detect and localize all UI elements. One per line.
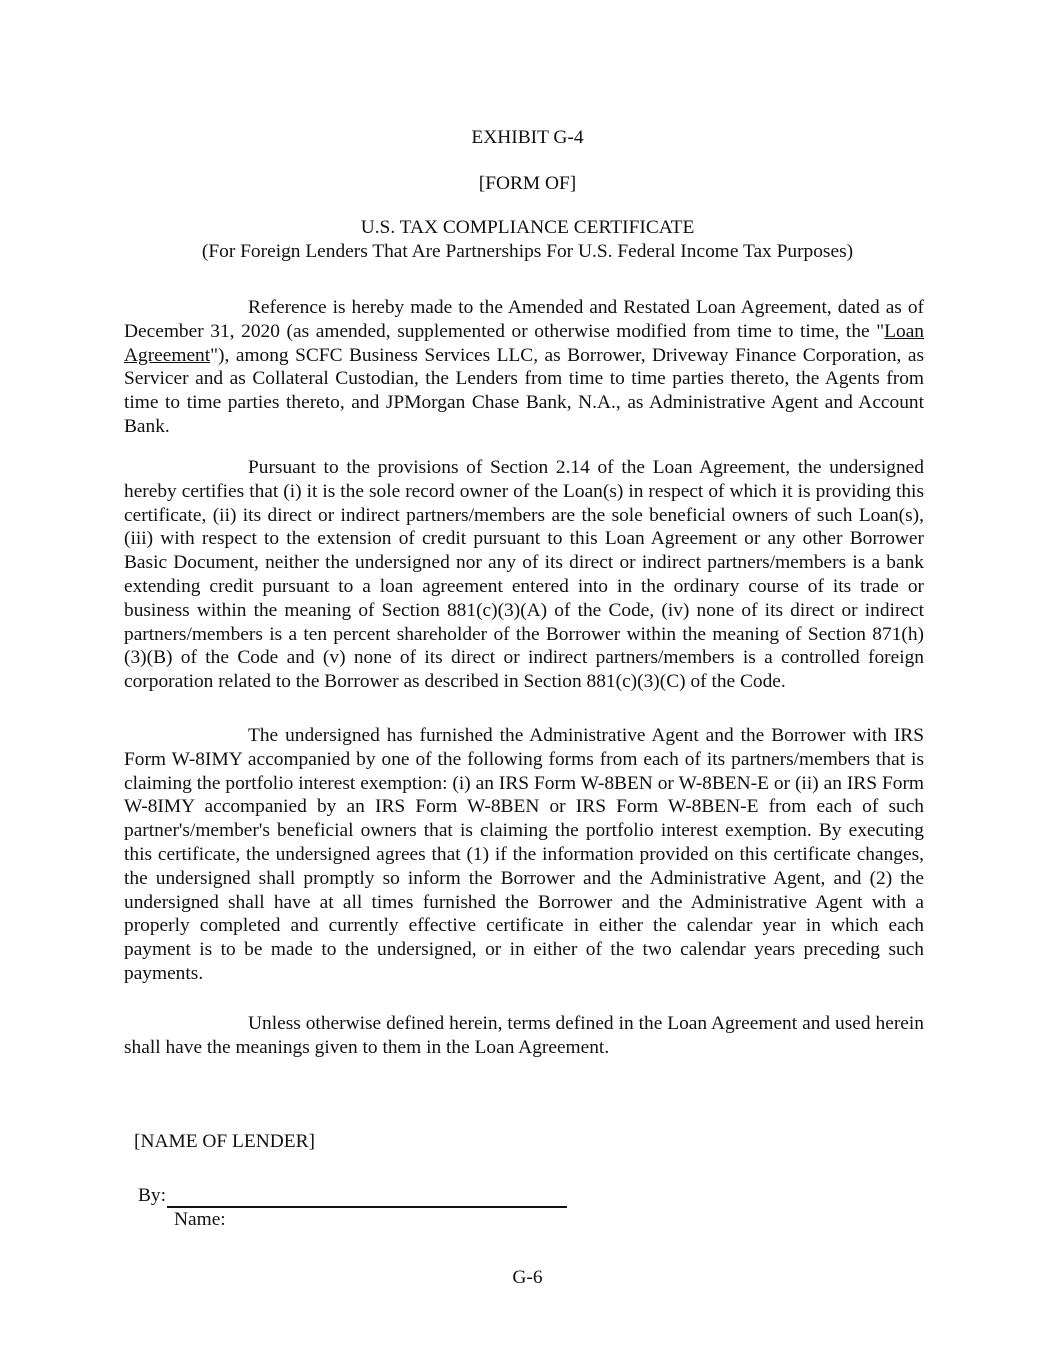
exhibit-heading: EXHIBIT G-4 <box>471 127 584 148</box>
certificate-title: U.S. TAX COMPLIANCE CERTIFICATE <box>360 217 695 238</box>
paragraph-forms-furnished <box>124 724 924 986</box>
paragraph-certification-text: Pursuant to the provisions of Section 2.14 of the Loan Agreement, the undersigned hereby certifies that (i) it is the sole record owner of the Loan(s) in respect of which it is providing this certificate, (ii) its direct or indirect partners/members are the sole beneficial owners of such Loan(s), (iii) with respect to the extension of credit pursuant to this Loan Agreement or any other Borrower Basic Document, neither the undersigned nor any of its direct or indirect partners/members is a bank extending credit pursuant to a loan agreement entered into in the ordinary course of its trade or business within the meaning of Section 881(c)(3)(A) of the Code, (iv) none of its direct or indirect partners/members is a ten percent shareholder of the Borrower within the meaning of Section 871(h)(3)(B) of the Code and (v) none of its direct or indirect partners/members is a controlled foreign corporation related to the Borrower as described in Section 881(c)(3)(C) of the Code. <box>124 457 924 693</box>
name-label: Name: <box>174 1209 226 1230</box>
paragraph-reference <box>124 296 924 439</box>
form-of-heading: [FORM OF] <box>478 173 577 194</box>
page-number: G-6 <box>512 1267 543 1288</box>
signature-row <box>138 1184 567 1208</box>
paragraph-certification <box>124 456 924 694</box>
by-label: By: <box>138 1185 167 1206</box>
lender-name-placeholder: [NAME OF LENDER] <box>134 1131 315 1152</box>
paragraph-forms-furnished-text: The undersigned has furnished the Administrative Agent and the Borrower with IRS Form W-8IMY accompanied by one of the following forms from each of its partners/members that is claiming the portfolio interest exemption: (i) an IRS Form W-8BEN or W-8BEN-E or (ii) an IRS Form W-8IMY accompanied by an IRS Form W-8BEN or IRS Form W-8BEN-E from each of such partner's/member's beneficial owners that is claiming the portfolio interest exemption. By executing this certificate, the undersigned agrees that (1) if the information provided on this certificate changes, the undersigned shall promptly so inform the Borrower and the Administrative Agent, and (2) the undersigned shall have at all times furnished the Borrower and the Administrative Agent with a properly completed and currently effective certificate in either the calendar year in which each payment is to be made to the undersigned, or in either of the two calendar years preceding such payments. <box>124 725 924 984</box>
signature-line <box>167 1186 567 1208</box>
paragraph-definitions <box>124 1012 924 1060</box>
paragraph-reference-text-end: "), among SCFC Business Services LLC, as Borrower, Driveway Finance Corporation, as Servicer and as Collateral Custodian, the Lenders from time to time parties thereto, the Agents from time to time parties thereto, and JPMorgan Chase Bank, N.A., as Administrative Agent and Account Bank. <box>124 344 924 437</box>
defined-term-loan-agreement: Loan Agreement <box>124 320 924 366</box>
paragraph-reference-text-start: Reference is hereby made to the Amended and Restated Loan Agreement, dated as of December 31, 2020 (as amended, supplemented or otherwise modified from time to time, the " <box>124 297 924 342</box>
certificate-subtitle: (For Foreign Lenders That Are Partnerships For U.S. Federal Income Tax Purposes) <box>201 241 854 262</box>
paragraph-definitions-text: Unless otherwise defined herein, terms defined in the Loan Agreement and used herein shall have the meanings given to them in the Loan Agreement. <box>124 1013 924 1058</box>
certificate-title-block <box>0 216 1055 264</box>
